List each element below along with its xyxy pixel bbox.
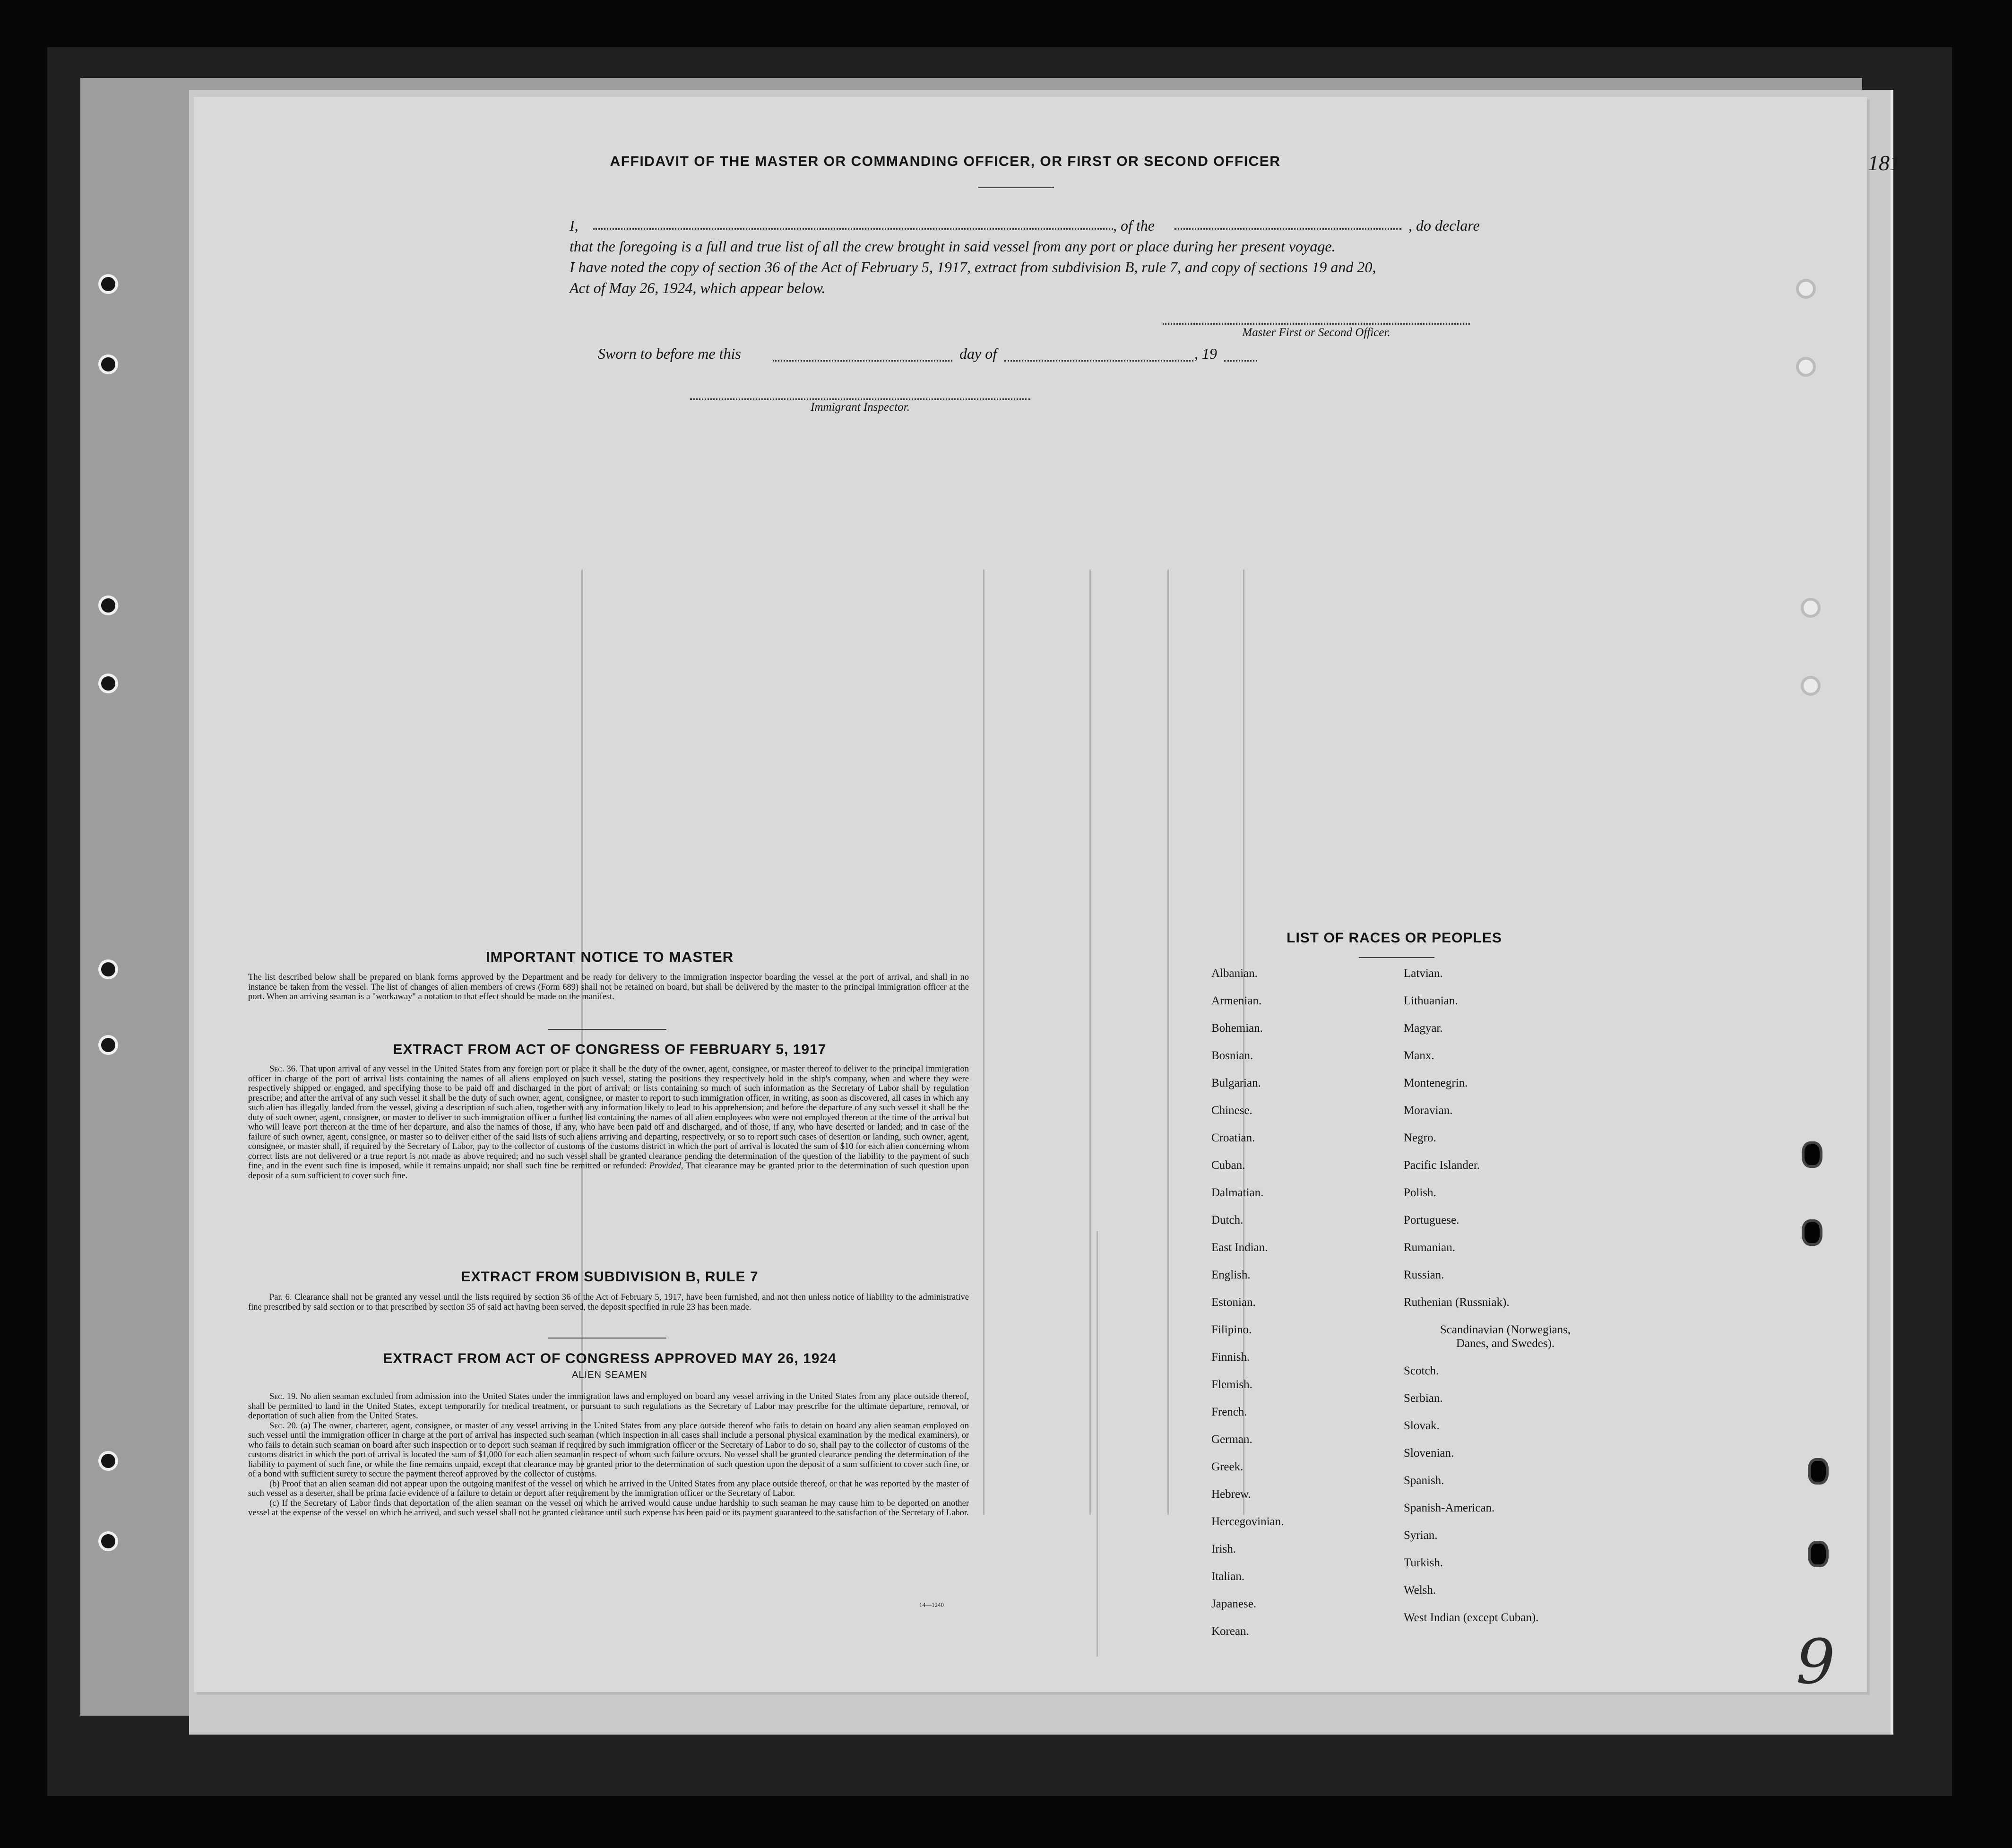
divider	[548, 1029, 666, 1030]
race-item: Japanese.	[1211, 1598, 1257, 1610]
form-number: 14—1240	[919, 1601, 944, 1608]
punch-hole	[98, 1035, 118, 1055]
race-item: Spanish.	[1404, 1474, 1444, 1487]
declaration	[570, 215, 1538, 298]
race-item: Magyar.	[1404, 1022, 1443, 1035]
bleed-through-rule	[983, 570, 984, 1515]
race-item: Lithuanian.	[1404, 994, 1458, 1007]
race-item: Manx.	[1404, 1049, 1434, 1062]
race-item: Slovak.	[1404, 1419, 1440, 1432]
race-item: Filipino.	[1211, 1323, 1252, 1336]
race-item: Ruthenian (Russniak).	[1404, 1296, 1510, 1309]
section-20a	[248, 1421, 969, 1479]
punch-hole	[98, 1451, 118, 1471]
name-blank	[593, 228, 1113, 230]
race-item: Russian.	[1404, 1269, 1444, 1281]
race-item: Latvian.	[1404, 967, 1443, 980]
race-item: Scotch.	[1404, 1364, 1439, 1377]
punch-hole	[1796, 357, 1816, 377]
inspector-caption: Immigrant Inspector.	[811, 401, 910, 414]
year-blank	[1224, 360, 1257, 362]
section-19-text: No alien seaman excluded from admission into the United States under the immigration laws and employed on board any vessel arriving in the United States from any place outside thereof, shall be permitted to land in the United States, except temporarily for medical treatment, or pursuant to such regulations as the Secretary of Labor may prescribe for the ultimate departure, removal, or deportation of such alien from the United States.	[248, 1392, 969, 1421]
year-label: , 19	[1194, 345, 1217, 362]
race-item: Moravian.	[1404, 1104, 1453, 1117]
sworn-label: Sworn to before me this	[598, 345, 741, 362]
punch-hole	[1808, 1458, 1829, 1485]
race-item: Slovenian.	[1404, 1447, 1454, 1459]
race-item: Montenegrin.	[1404, 1077, 1468, 1089]
race-item: Korean.	[1211, 1625, 1249, 1638]
vessel-blank	[1174, 228, 1401, 230]
punch-hole	[98, 274, 118, 294]
punch-hole	[1796, 279, 1816, 299]
punch-hole	[1802, 1219, 1822, 1246]
punch-hole	[98, 354, 118, 374]
race-item: Irish.	[1211, 1543, 1236, 1555]
races-title: LIST OF RACES OR PEOPLES	[1287, 930, 1502, 946]
race-item: Turkish.	[1404, 1556, 1443, 1569]
section-20a-text: (a) The owner, charterer, agent, consignee, or master of any vessel arriving in the United States from any place outside thereof who fails to detain on board any alien seaman employed on such vessel until the immigration officer in charge at the port of arrival has inspected such seaman (which inspection in all cases shall include a personal physical examination by the medical examiners), or who fails to detain such seaman on board after such inspection or to deport such seaman if required by such immigration officer or the Secretary of Labor to do so, shall pay to the collector of customs of the customs district in which the port of arrival is located the sum of $1,000 for each alien seaman in respect of whom such failure occurs. No vessel shall be granted clearance pending the determination of the liability to payment of such fine, or while the fine remains unpaid, except that clearance may be granted prior to the determination of such question upon the deposit of a sum sufficient to cover such fine, or of a bond with sufficient surety to secure the payment thereof approved by the collector of customs.	[248, 1421, 969, 1479]
race-item: Albanian.	[1211, 967, 1258, 980]
race-item: Danes, and Swedes).	[1456, 1337, 1555, 1350]
punch-hole	[1801, 676, 1821, 696]
race-item: Rumanian.	[1404, 1241, 1456, 1254]
race-item: English.	[1211, 1269, 1251, 1281]
race-item: West Indian (except Cuban).	[1404, 1611, 1539, 1624]
divider	[548, 1338, 666, 1339]
declaration-line-2: that the foregoing is a full and true list of all the crew brought in said vessel from any port or place during her present voyage.	[570, 238, 1336, 255]
signature-blank	[1163, 323, 1470, 325]
extract-1924-text	[248, 1392, 969, 1518]
declaration-line-3: I have noted the copy of section 36 of the Act of February 5, 1917, extract from subdivision B, rule 7, and copy of sections 19 and 20,	[570, 259, 1376, 276]
alien-seamen-subtitle: ALIEN SEAMEN	[572, 1370, 648, 1380]
declaration-line-1	[570, 215, 1538, 236]
page-number: 181	[1868, 151, 1900, 175]
extract-rule7-title: EXTRACT FROM SUBDIVISION B, RULE 7	[461, 1269, 759, 1285]
race-item: Pacific Islander.	[1404, 1159, 1480, 1172]
punch-hole	[98, 1531, 118, 1551]
punch-hole	[98, 596, 118, 615]
signature-caption: Master First or Second Officer.	[1242, 326, 1390, 339]
punch-hole	[1808, 1541, 1829, 1567]
race-item: Negro.	[1404, 1131, 1436, 1144]
race-item: Cuban.	[1211, 1159, 1245, 1172]
do-declare-label: , do declare	[1408, 217, 1480, 234]
race-item: Scandinavian (Norwegians,	[1440, 1323, 1571, 1336]
punch-hole	[98, 674, 118, 693]
affidavit-title: AFFIDAVIT OF THE MASTER OR COMMANDING OFFICER, OR FIRST OR SECOND OFFICER	[610, 154, 1281, 169]
i-label: I,	[570, 217, 579, 234]
divider	[1359, 957, 1434, 958]
race-item: Serbian.	[1404, 1392, 1443, 1405]
race-item: German.	[1211, 1433, 1252, 1446]
race-item: Dutch.	[1211, 1214, 1243, 1226]
day-blank	[773, 360, 952, 362]
day-of-label: day of	[959, 345, 997, 362]
section-label: Sec. 19.	[269, 1392, 298, 1401]
race-item: Portuguese.	[1404, 1214, 1459, 1226]
punch-hole	[1801, 598, 1821, 618]
section-label: Sec. 36.	[269, 1064, 298, 1074]
bleed-through-rule	[1167, 570, 1169, 1515]
section-36-text-end: That clearance may be granted prior to the determination of such question upon deposit of a sum sufficient to cover such fine.	[248, 1161, 969, 1181]
races-column-right	[1404, 967, 1649, 1638]
race-item: Estonian.	[1211, 1296, 1256, 1309]
race-item: Bulgarian.	[1211, 1077, 1261, 1089]
race-item: Polish.	[1404, 1186, 1436, 1199]
race-item: Armenian.	[1211, 994, 1262, 1007]
of-the-label: , of the	[1113, 217, 1155, 234]
race-item: Finnish.	[1211, 1351, 1250, 1364]
race-item: Greek.	[1211, 1460, 1243, 1473]
race-item: Croatian.	[1211, 1131, 1255, 1144]
race-item: Hebrew.	[1211, 1488, 1251, 1501]
notice-text: The list described below shall be prepared on blank forms approved by the Department and be ready for delivery to the immigration inspector boarding the vessel at the port of arrival, and shall in no instance be taken from the vessel. The list of changes of alien members of crews (Form 689) shall not be retained on board, but shall be delivered by the master to the principal immigration officer at the port. When an arriving seaman is a "workaway" a notation to that effect should be made on the manifest.	[248, 973, 969, 1002]
extract-rule7-text: Par. 6. Clearance shall not be granted any vessel until the lists required by section 36 of the Act of February 5, 1917, have been furnished, and not then unless notice of liability to the administrative fine prescribed by said section or to that prescribed by section 35 of said act having been served, the deposit specified in rule 23 has been made.	[248, 1293, 969, 1312]
extract-1917-text	[248, 1064, 969, 1181]
punch-hole	[98, 959, 118, 979]
race-item: East Indian.	[1211, 1241, 1268, 1254]
race-item: Bohemian.	[1211, 1022, 1263, 1035]
declaration-line-4: Act of May 26, 1924, which appear below.	[570, 279, 826, 296]
section-19	[248, 1392, 969, 1421]
race-item: Chinese.	[1211, 1104, 1252, 1117]
bleed-through-rule	[1097, 1231, 1098, 1657]
provided-label: Provided,	[649, 1161, 683, 1171]
extract-1924-title: EXTRACT FROM ACT OF CONGRESS APPROVED MAY 26, 1924	[383, 1351, 837, 1366]
extract-1917-title: EXTRACT FROM ACT OF CONGRESS OF FEBRUARY 5, 1917	[393, 1042, 827, 1057]
section-label: Sec. 20.	[269, 1421, 298, 1431]
race-item: Welsh.	[1404, 1584, 1436, 1597]
race-item: Hercegovinian.	[1211, 1515, 1284, 1528]
race-item: Italian.	[1211, 1570, 1245, 1583]
month-blank	[1004, 360, 1193, 362]
section-36-text: That upon arrival of any vessel in the United States from any foreign port or place it shall be the duty of the owner, agent, consignee, or master thereof to deliver to the principal immigration officer in charge of the port of arrival lists containing the names of all aliens employed on such vessel, stating the positions they respectively hold in the ship's company, when and where they were respectively shipped or engaged, and specifying those to be paid off and discharged in the port of arrival; or lists containing so much of such information as the Secretary of Labor shall by regulation prescribe; and after the arrival of any such vessel it shall be the duty of such owner, agent, consignee, or master to report to such immigration officer, in writing, as soon as discovered, all cases in which any such alien has illegally landed from the vessel, giving a description of such alien, together with any information likely to lead to his apprehension; and before the departure of any such vessel it shall be the duty of such owner, agent, consignee, or master to deliver to such immigration officer a further list containing the names of all alien employees who were not employed thereon at the time of the arrival but who will leave port thereon at the time of her departure, and also the names of those, if any, who have been paid off and discharged, and of those, if any, who have deserted or landed; and in case of the failure of such owner, agent, consignee, or master so to deliver either of the said lists of such aliens arriving and departing, respectively, or so to report such cases of desertion or landing, such owner, agent, consignee, or master shall, if required by the Secretary of Labor, pay to the collector of customs of the customs district in which the port of arrival is located the sum of $10 for each alien concerning whom correct lists are not delivered or a true report is not made as above required; and no such vessel shall be granted clearance pending the determination of the question of the liability to the payment of such fine, and in the event such fine is imposed, while it remains unpaid; nor shall such fine be remitted or refunded:	[248, 1064, 969, 1171]
divider	[978, 187, 1054, 188]
race-item: Spanish-American.	[1404, 1502, 1495, 1514]
race-item: Syrian.	[1404, 1529, 1438, 1542]
race-item: Flemish.	[1211, 1378, 1252, 1391]
race-item: French.	[1211, 1406, 1247, 1418]
handwritten-mark: 9	[1796, 1626, 1835, 1698]
bleed-through-rule	[1089, 570, 1091, 1515]
races-column-left	[1211, 967, 1391, 1652]
punch-hole	[1802, 1141, 1822, 1168]
race-item: Dalmatian.	[1211, 1186, 1264, 1199]
notice-title: IMPORTANT NOTICE TO MASTER	[485, 949, 734, 965]
race-item: Bosnian.	[1211, 1049, 1253, 1062]
inspector-blank	[690, 398, 1030, 400]
section-20c: (c) If the Secretary of Labor finds that deportation of the alien seaman on the vessel on which he arrived would cause undue hardship to such seaman he may cause him to be deported on another vessel at the expense of the vessel on which he arrived, and such vessel shall not be granted clearance until such expense has been paid or its payment guaranteed to the satisfaction of the Secretary of Labor.	[248, 1498, 969, 1518]
section-20b: (b) Proof that an alien seaman did not appear upon the outgoing manifest of the vessel on which he arrived in the United States from any place outside thereof, or that he was reported by the master of such vessel as a deserter, shall be prima facie evidence of a failure to detain or deport after requirement by the immigration officer or the Secretary of Labor.	[248, 1479, 969, 1498]
